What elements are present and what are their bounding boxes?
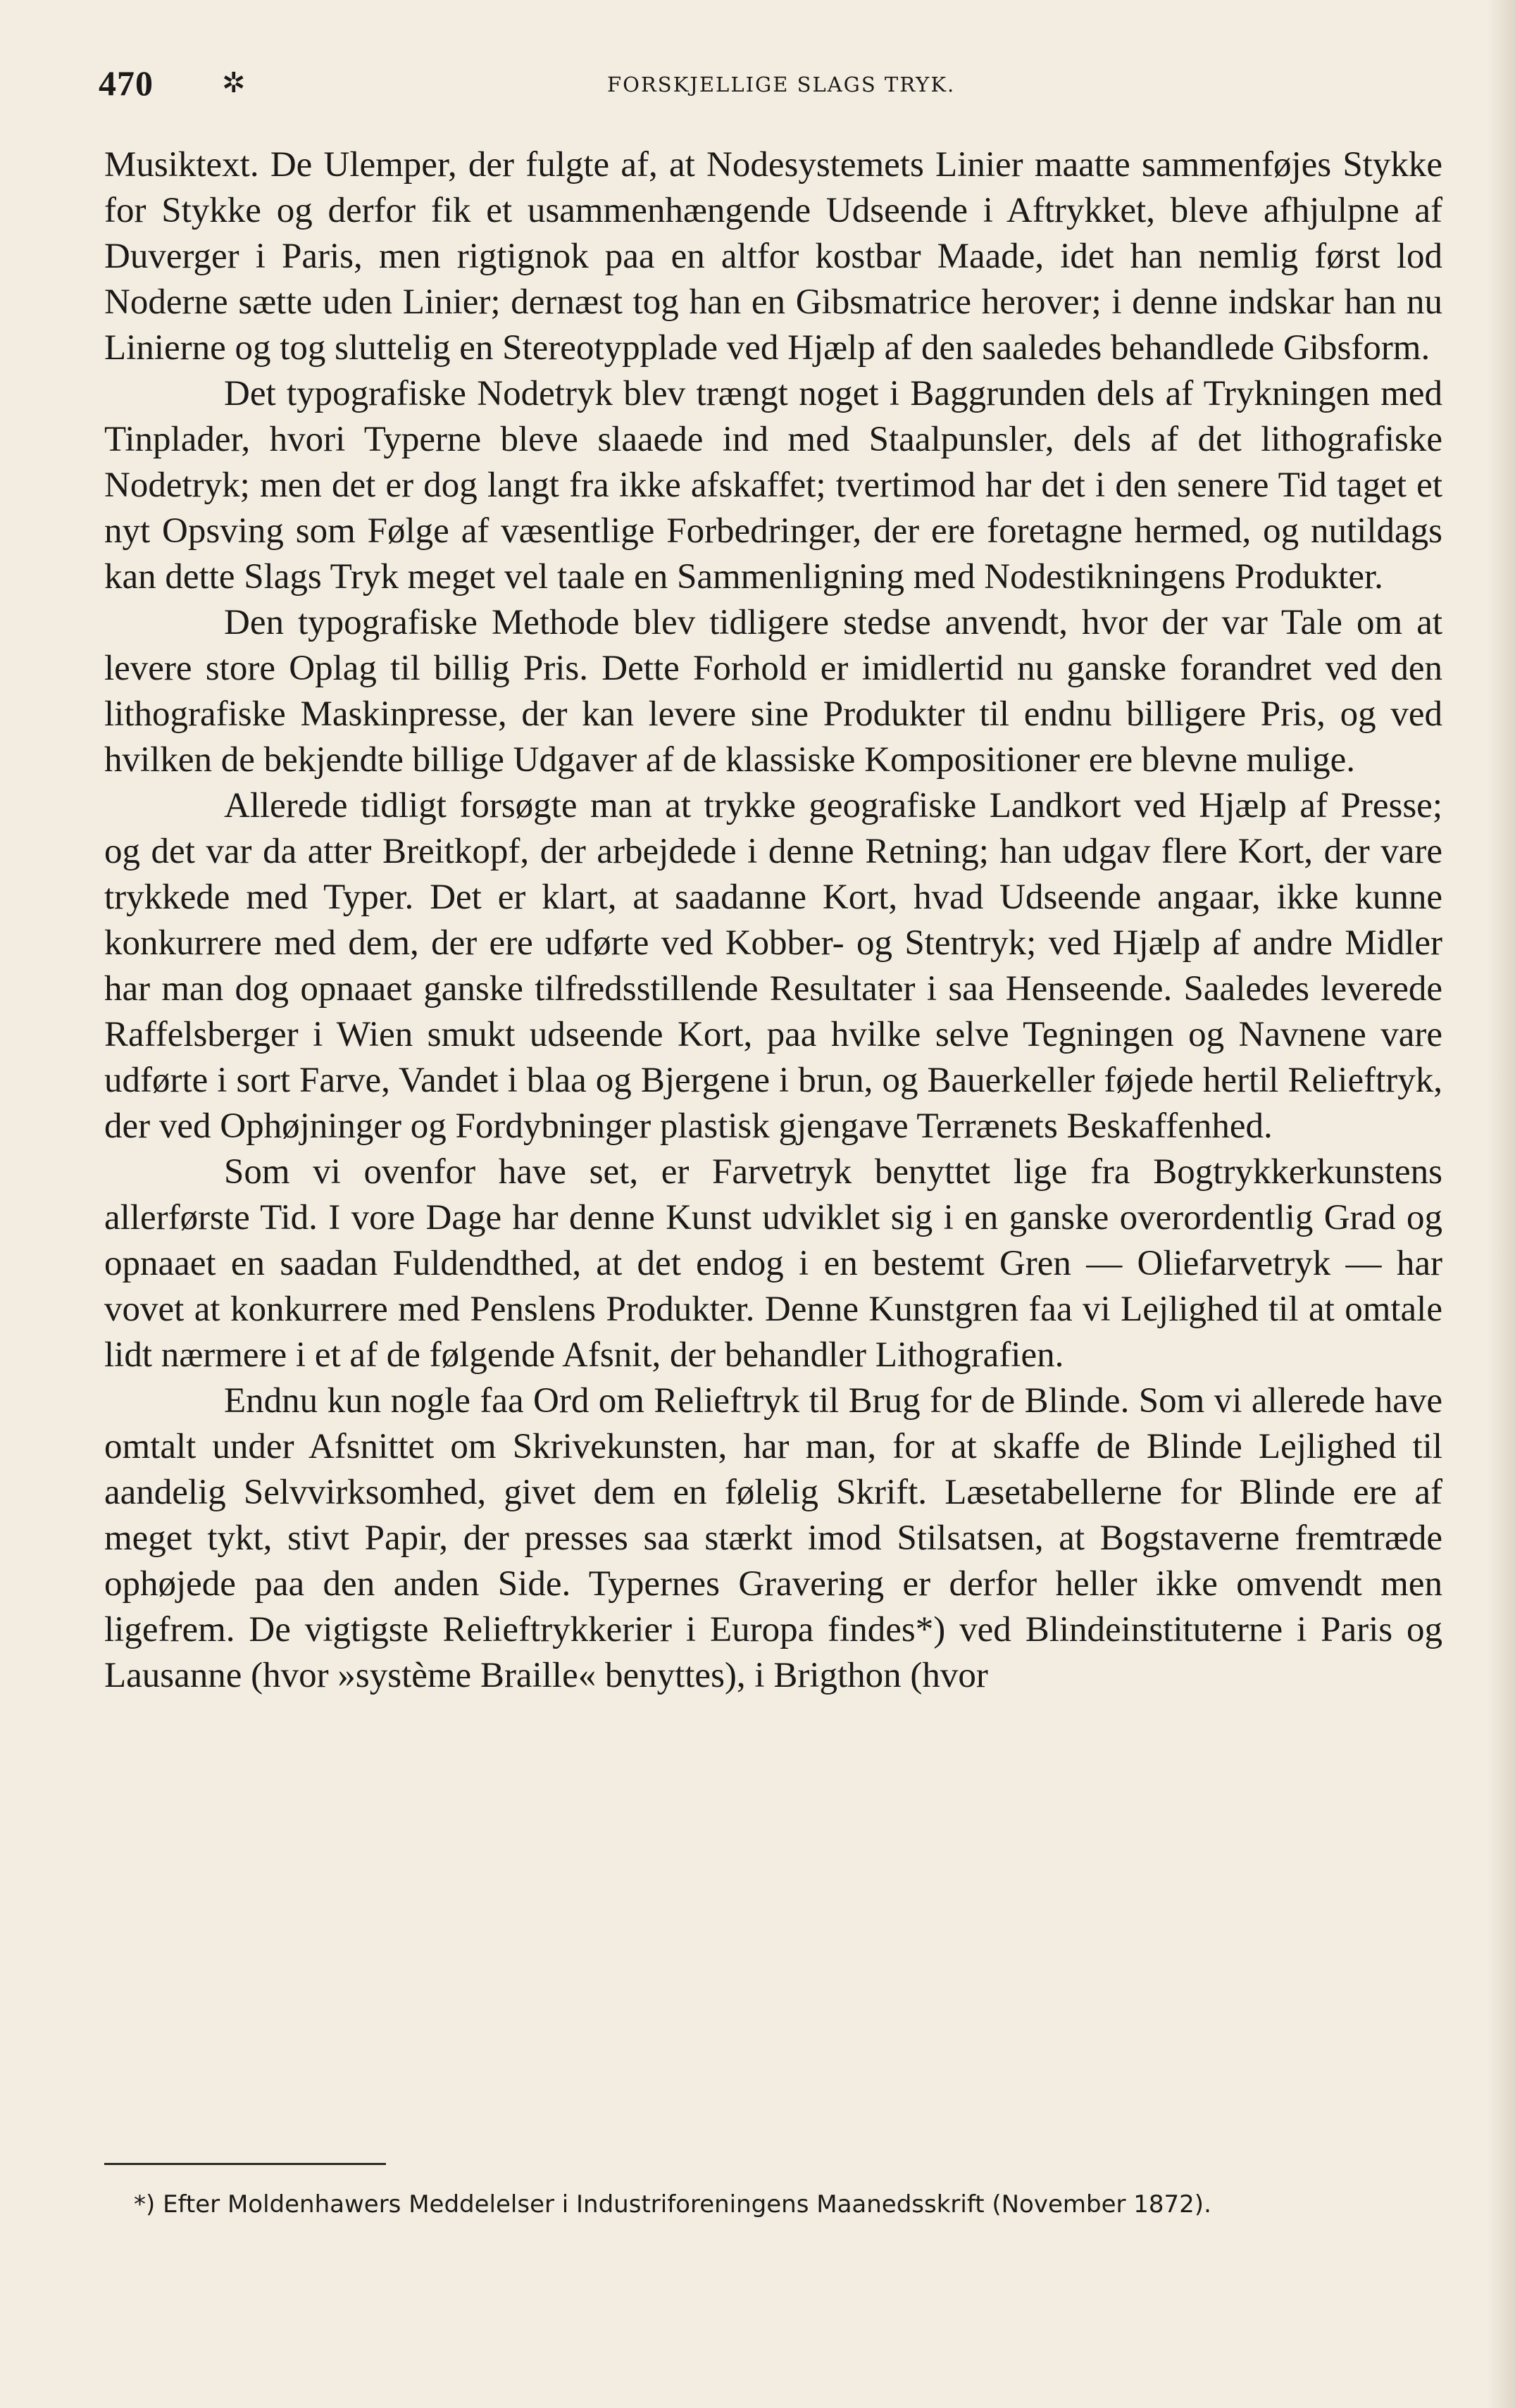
running-title: FORSKJELLIGE SLAGS TRYK. [607, 73, 956, 96]
page-number: 470 [99, 63, 154, 103]
footnote: *) Efter Moldenhawers Meddelelser i Industriforeningens Maanedsskrift (November 1872). [134, 2190, 1211, 2219]
paragraph-1: Musiktext. De Ulemper, der fulgte af, at Nodesystemets Linier maatte sammenføjes Stykke for Stykke og derfor fik et usammenhængende Udseende i Aftrykket, bleve afhjulpne af Duverger i Paris, men rigtignok paa en altfor kostbar Maade, idet han nemlig først lod Noderne sætte uden Linier; dernæst tog han en Gibsmatrice herover; i denne indskar han nu Linierne og tog sluttelig en Stereotypplade ved Hjælp af den saaledes behandlede Gibsform. [104, 145, 1442, 368]
page-edge-shadow [1487, 0, 1515, 2408]
paragraph-4: Allerede tidligt forsøgte man at trykke geografiske Landkort ved Hjælp af Presse; og det var da atter Breitkopf, der arbejdede i denne Retning; han udgav flere Kort, der vare trykkede med Typer. Det er klart, at saadanne Kort, hvad Udseende angaar, ikke kunne konkurrere med dem, der ere udførte ved Kobber- og Stentryk; ved Hjælp af andre Midler har man dog opnaaet ganske tilfredsstillende Resultater i saa Henseende. Saaledes leverede Raffelsberger i Wien smukt udseende Kort, paa hvilke selve Tegningen og Navnene vare udførte i sort Farve, Vandet i blaa og Bjergene i brun, og Bauerkeller føjede hertil Relieftryk, der ved Ophøjninger og Fordybninger plastisk gjengave Terrænets Beskaffenhed. [104, 786, 1442, 1146]
printer-ornament-icon: ✲ [222, 67, 246, 99]
body-text [104, 142, 1442, 1699]
paragraph-2: Det typografiske Nodetryk blev trængt noget i Baggrunden dels af Trykningen med Tinplader, hvori Typerne bleve slaaede ind med Staalpunsler, dels af det lithografiske Nodetryk; men det er dog langt fra ikke afskaffet; tvertimod har det i den senere Tid taget et nyt Opsving som Følge af væsentlige Forbedringer, der ere foretagne hermed, og nutildags kan dette Slags Tryk meget vel taale en Sammenligning med Nodestikningens Produkter. [104, 374, 1442, 597]
paragraph-5: Som vi ovenfor have set, er Farvetryk benyttet lige fra Bogtrykkerkunstens allerførste Tid. I vore Dage har denne Kunst udviklet sig i en ganske overordentlig Grad og opnaaet en saadan Fuldendthed, at det endog i en bestemt Gren — Oliefarvetryk — har vovet at konkurrere med Penslens Produkter. Denne Kunstgren faa vi Lejlighed til at omtale lidt nærmere i et af de følgende Afsnit, der behandler Lithografien. [104, 1152, 1442, 1375]
paragraph-6: Endnu kun nogle faa Ord om Relieftryk til Brug for de Blinde. Som vi allerede have omtalt under Afsnittet om Skrivekunsten, har man, for at skaffe de Blinde Lejlighed til aandelig Selvvirksomhed, givet dem en følelig Skrift. Læsetabellerne for Blinde ere af meget tykt, stivt Papir, der presses saa stærkt imod Stilsatsen, at Bogstaverne fremtræde ophøjede paa den anden Side. Typernes Gravering er derfor heller ikke omvendt men ligefrem. De vigtigste Relieftrykkerier i Europa findes*) ved Blindeinstituterne i Paris og Lausanne (hvor »système Braille« benyttes), i Brigthon (hvor [104, 1381, 1442, 1695]
page-header [99, 62, 1451, 104]
footnote-divider [104, 2163, 386, 2165]
paragraph-3: Den typografiske Methode blev tidligere stedse anvendt, hvor der var Tale om at levere store Oplag til billig Pris. Dette Forhold er imidlertid nu ganske forandret ved den lithografiske Maskinpresse, der kan levere sine Produkter til endnu billigere Pris, og ved hvilken de bekjendte billige Udgaver af de klassiske Kompositioner ere blevne mulige. [104, 603, 1442, 780]
